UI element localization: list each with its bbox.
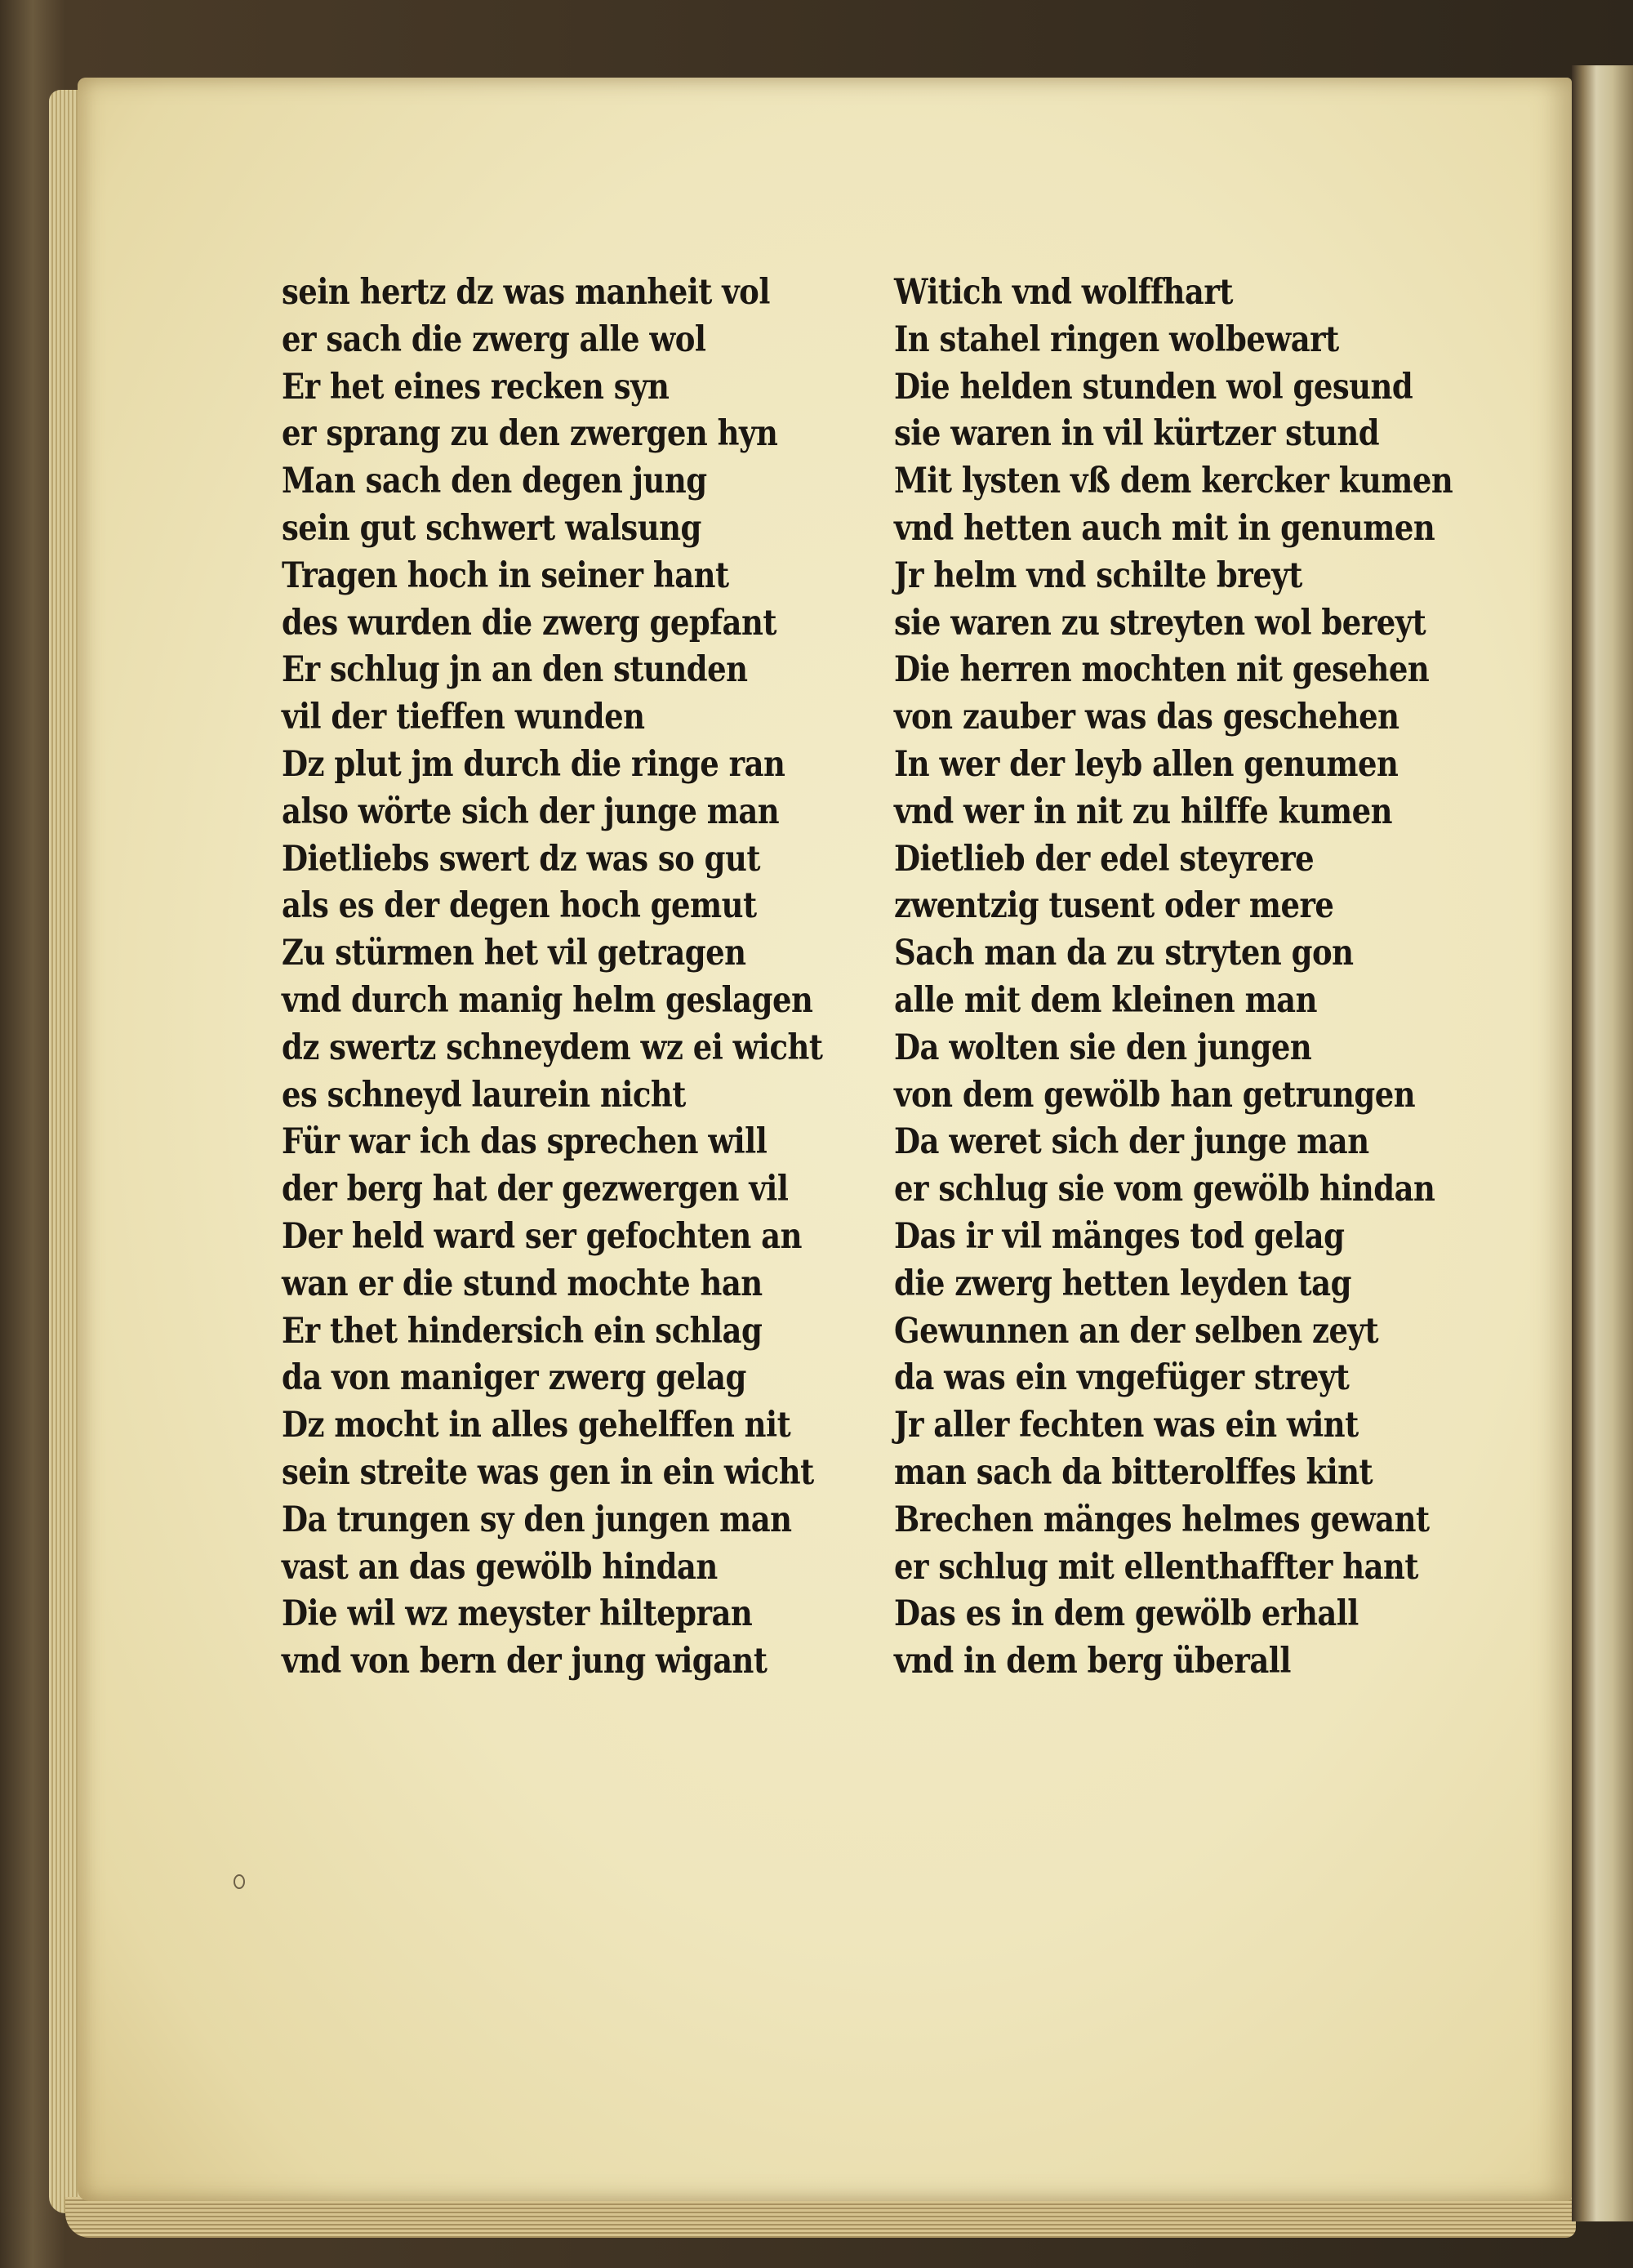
verse-line: Dietliebs swert dz was so gut xyxy=(282,838,760,880)
verse-line: Der held ward ser gefochten an xyxy=(282,1215,802,1257)
verse-line: sein gut schwert walsung xyxy=(282,507,701,549)
verse-line: da was ein vngefüger streyt xyxy=(894,1357,1350,1399)
verse-line: von zauber was das geschehen xyxy=(894,697,1399,738)
verse-line: als es der degen hoch gemut xyxy=(282,885,757,927)
verse-line: Da wolten sie den jungen xyxy=(894,1027,1312,1068)
verse-line: der berg hat der gezwergen vil xyxy=(282,1169,789,1210)
verse-line: sein streite was gen in ein wicht xyxy=(282,1451,814,1493)
verse-line: Die wil wz meyster hiltepran xyxy=(282,1593,753,1635)
verse-line: Dietlieb der edel steyrere xyxy=(894,838,1315,880)
verse-line: Die helden stunden wol gesund xyxy=(894,366,1413,408)
verse-line: Gewunnen an der selben zeyt xyxy=(894,1310,1379,1352)
verse-line: Er thet hindersich ein schlag xyxy=(282,1310,763,1352)
verse-line: Die herren mochten nit gesehen xyxy=(894,649,1430,691)
verse-line: er schlug mit ellenthaffter hant xyxy=(894,1546,1418,1588)
verse-line: Jr aller fechten was ein wint xyxy=(894,1405,1359,1446)
right-column xyxy=(878,270,1466,1686)
verse-line: man sach da bitterolffes kint xyxy=(894,1451,1373,1493)
left-column xyxy=(282,270,870,1686)
verse-line: Er het eines recken syn xyxy=(282,366,670,408)
verse-line: Mit lysten vß dem kercker kumen xyxy=(894,461,1453,502)
verse-line: dz swertz schneydem wz ei wicht xyxy=(282,1027,823,1068)
verse-line: sie waren zu streyten wol bereyt xyxy=(894,602,1426,644)
page-stack-bottom-edge xyxy=(65,2197,1576,2238)
verse-line: Für war ich das sprechen will xyxy=(282,1121,768,1163)
page-stack-left-edge xyxy=(49,90,82,2213)
verse-line: zwentzig tusent oder mere xyxy=(894,885,1334,927)
verse-line: In wer der leyb allen genumen xyxy=(894,743,1399,785)
verse-line: Man sach den degen jung xyxy=(282,461,707,502)
verse-line: vil der tieffen wunden xyxy=(282,697,645,738)
verse-line: Da trungen sy den jungen man xyxy=(282,1499,792,1540)
verse-line: Er schlug jn an den stunden xyxy=(282,649,748,691)
verse-line: Dz plut jm durch die ringe ran xyxy=(282,743,785,785)
verse-line: In stahel ringen wolbewart xyxy=(894,319,1339,360)
verse-line: vnd durch manig helm geslagen xyxy=(282,979,813,1021)
verse-line: des wurden die zwerg gepfant xyxy=(282,602,776,644)
verse-line: vast an das gewölb hindan xyxy=(282,1546,718,1588)
verse-line: Jr helm vnd schilte breyt xyxy=(894,555,1302,596)
verse-line: vnd wer in nit zu hilffe kumen xyxy=(894,791,1393,832)
verse-line: Zu stürmen het vil getragen xyxy=(282,933,746,974)
verse-line: wan er die stund mochte han xyxy=(282,1263,763,1304)
verse-line: Brechen mänges helmes gewant xyxy=(894,1499,1430,1540)
verse-line: Dz mocht in alles gehelffen nit xyxy=(282,1405,791,1446)
margin-mark xyxy=(234,1874,245,1889)
verse-line: sein hertz dz was manheit vol xyxy=(282,272,770,313)
verse-line: Da weret sich der junge man xyxy=(894,1121,1369,1163)
verse-line: sie waren in vil kürtzer stund xyxy=(894,413,1380,455)
verse-line: vnd in dem berg überall xyxy=(894,1641,1291,1682)
verse-line: Witich vnd wolffhart xyxy=(894,272,1233,313)
verse-line: also wörte sich der junge man xyxy=(282,791,780,832)
verse-line: Sach man da zu stryten gon xyxy=(894,933,1354,974)
verse-line: die zwerg hetten leyden tag xyxy=(894,1263,1351,1304)
verse-line: Tragen hoch in seiner hant xyxy=(282,555,729,596)
verse-line: er sach die zwerg alle wol xyxy=(282,319,706,360)
verse-line: von dem gewölb han getrungen xyxy=(894,1074,1416,1116)
verse-line: er sprang zu den zwergen hyn xyxy=(282,413,778,455)
verse-line: es schneyd laurein nicht xyxy=(282,1074,686,1116)
verse-line: vnd von bern der jung wigant xyxy=(282,1641,768,1682)
verse-line: er schlug sie vom gewölb hindan xyxy=(894,1169,1435,1210)
facing-page-edge xyxy=(1572,65,1633,2221)
verse-line: Das es in dem gewölb erhall xyxy=(894,1593,1359,1635)
verse-line: vnd hetten auch mit in genumen xyxy=(894,507,1435,549)
verse-line: alle mit dem kleinen man xyxy=(894,979,1318,1021)
text-block xyxy=(282,270,1457,1686)
verse-line: Das ir vil mänges tod gelag xyxy=(894,1215,1345,1257)
verse-line: da von maniger zwerg gelag xyxy=(282,1357,746,1399)
